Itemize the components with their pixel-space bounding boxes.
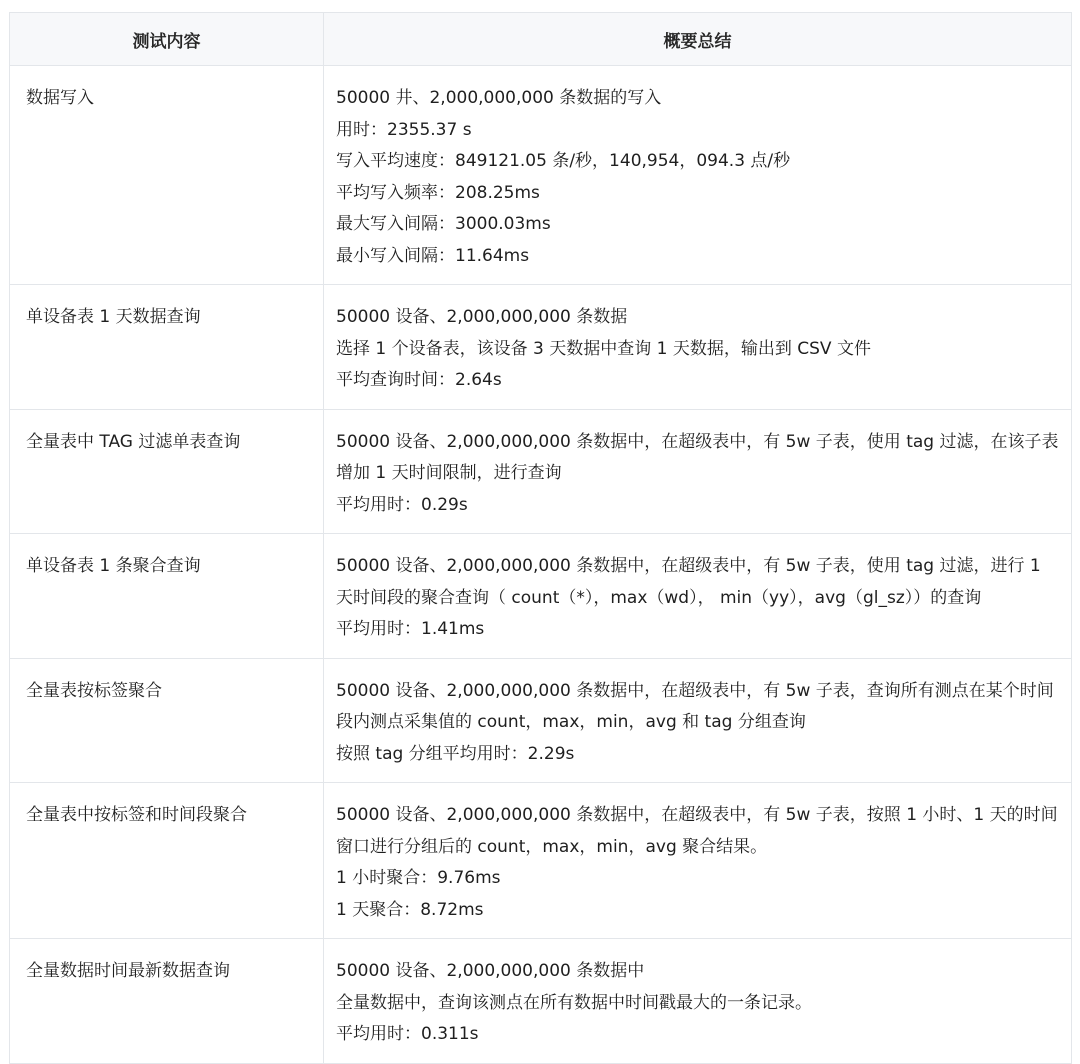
table-row: [10, 409, 1072, 534]
test-content-cell: 全量数据时间最新数据查询: [10, 939, 324, 1064]
summary-cell: [324, 783, 1072, 939]
summary-line: 最大写入间隔：3000.03ms: [336, 214, 551, 234]
summary-cell: [324, 939, 1072, 1064]
test-content-cell: 全量表按标签聚合: [10, 658, 324, 783]
summary-cell: [324, 409, 1072, 534]
test-content-cell: 全量表中按标签和时间段聚合: [10, 783, 324, 939]
summary-line: 平均用时：1.41ms: [336, 619, 485, 639]
summary-line: 50000 设备、2,000,000,000 条数据中，在超级表中，有 5w 子表，使用 tag 过滤，进行 1 天时间段的聚合查询（ count（*），max（wd）， min（yy），avg（gl_sz））的查询: [336, 556, 1041, 608]
test-content-cell: 单设备表 1 天数据查询: [10, 285, 324, 410]
test-content-cell: 全量表中 TAG 过滤单表查询: [10, 409, 324, 534]
summary-line: 最小写入间隔：11.64ms: [336, 245, 530, 266]
header-test-content: 测试内容: [10, 13, 324, 66]
summary-line: 50000 设备、2,000,000,000 条数据中，在超级表中，有 5w 子表，查询所有测点在某个时间段内测点采集值的 count，max，min，avg 和 tag 分组查询: [336, 680, 1054, 732]
summary-line: 50000 设备、2,000,000,000 条数据中，在超级表中，有 5w 子表，使用 tag 过滤，在该子表增加 1 天时间限制，进行查询: [336, 431, 1059, 483]
summary-line: 平均用时：0.29s: [336, 494, 468, 515]
test-content-cell: 数据写入: [10, 66, 324, 285]
table-body: [10, 66, 1072, 1064]
table-row: [10, 658, 1072, 783]
summary-cell: [324, 658, 1072, 783]
summary-line: 平均用时：0.311s: [336, 1024, 479, 1044]
table-row: [10, 534, 1072, 659]
summary-line: 全量数据中，查询该测点在所有数据中时间戳最大的一条记录。: [336, 992, 812, 1013]
header-row: [10, 13, 1072, 66]
summary-line: 平均写入频率：208.25ms: [336, 182, 540, 203]
summary-line: 50000 井、2,000,000,000 条数据的写入: [336, 88, 662, 108]
summary-line: 1 天聚合：8.72ms: [336, 899, 484, 920]
results-table: [9, 12, 1072, 1064]
summary-line: 50000 设备、2,000,000,000 条数据中，在超级表中，有 5w 子表，按照 1 小时、1 天的时间窗口进行分组后的 count，max，min，avg 聚合结果。: [336, 805, 1058, 857]
summary-line: 50000 设备、2,000,000,000 条数据中: [336, 961, 645, 981]
summary-line: 选择 1 个设备表，该设备 3 天数据中查询 1 天数据，输出到 CSV 文件: [336, 338, 871, 359]
table-row: [10, 285, 1072, 410]
summary-line: 写入平均速度：849121.05 条/秒，140,954，094.3 点/秒: [336, 151, 791, 171]
table-row: [10, 939, 1072, 1064]
table-row: [10, 783, 1072, 939]
summary-line: 1 小时聚合：9.76ms: [336, 868, 501, 888]
results-table-container: [9, 12, 1071, 1064]
summary-cell: [324, 285, 1072, 410]
summary-line: 按照 tag 分组平均用时：2.29s: [336, 743, 575, 764]
summary-cell: [324, 66, 1072, 285]
table-header: [10, 13, 1072, 66]
summary-cell: [324, 534, 1072, 659]
table-row: [10, 66, 1072, 285]
summary-line: 用时：2355.37 s: [336, 119, 472, 140]
header-summary: 概要总结: [324, 13, 1072, 66]
summary-line: 50000 设备、2,000,000,000 条数据: [336, 307, 628, 327]
test-content-cell: 单设备表 1 条聚合查询: [10, 534, 324, 659]
summary-line: 平均查询时间：2.64s: [336, 370, 502, 390]
